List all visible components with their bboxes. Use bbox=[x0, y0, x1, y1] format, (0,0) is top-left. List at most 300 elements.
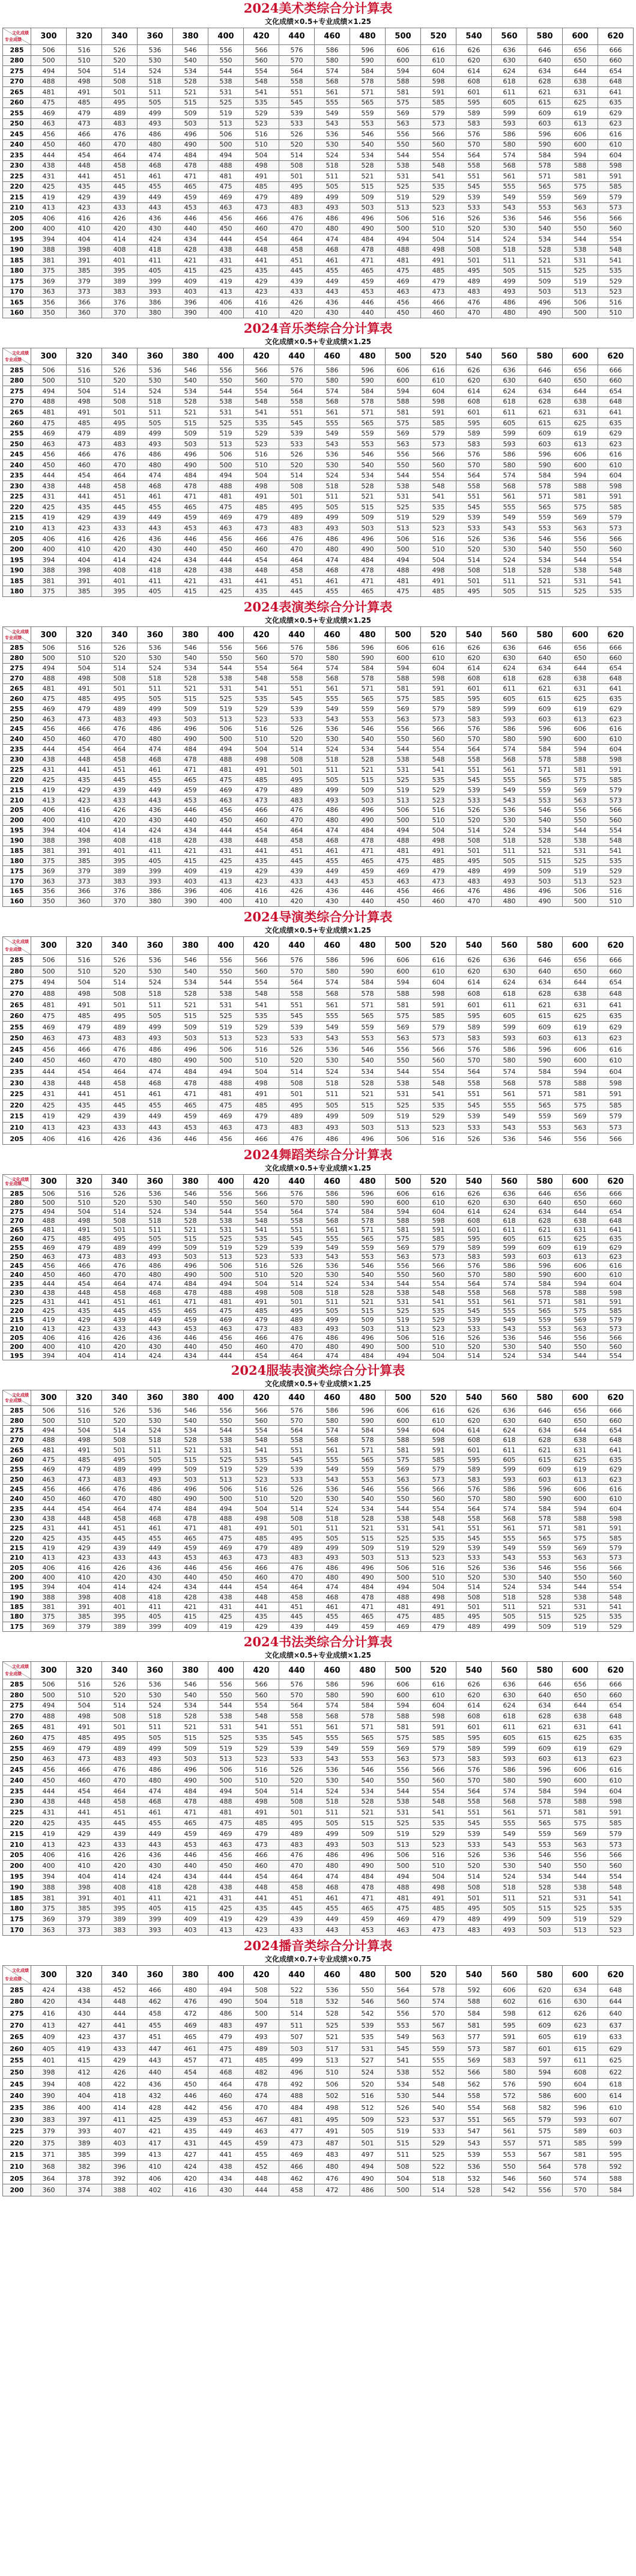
composite-score-cell: 554 bbox=[421, 1279, 456, 1288]
composite-score-cell: 473 bbox=[67, 1033, 102, 1044]
composite-score-cell: 508 bbox=[456, 1882, 492, 1893]
professional-score-label: 285 bbox=[3, 45, 31, 56]
composite-score-cell: 586 bbox=[315, 1189, 350, 1198]
composite-score-cell: 555 bbox=[492, 181, 527, 192]
composite-score-cell: 547 bbox=[456, 2126, 492, 2138]
composite-score-cell: 400 bbox=[208, 896, 244, 906]
culture-score-header: 540 bbox=[456, 627, 492, 643]
composite-score-cell: 610 bbox=[598, 1494, 634, 1504]
table-row bbox=[3, 2019, 634, 2031]
composite-score-cell: 389 bbox=[67, 2137, 102, 2149]
composite-score-cell: 370 bbox=[102, 896, 138, 906]
composite-score-cell: 428 bbox=[173, 1882, 208, 1893]
composite-score-cell: 483 bbox=[315, 2149, 350, 2161]
composite-score-cell: 463 bbox=[31, 1033, 67, 1044]
composite-score-cell: 511 bbox=[315, 1297, 350, 1306]
table-row bbox=[3, 988, 634, 999]
section-title: 2024美术类综合分计算表 bbox=[243, 1, 393, 16]
composite-score-cell: 563 bbox=[421, 2031, 456, 2043]
composite-score-cell: 516 bbox=[598, 886, 634, 897]
composite-score-cell: 470 bbox=[456, 896, 492, 906]
table-row bbox=[3, 308, 634, 318]
composite-score-cell: 528 bbox=[173, 76, 208, 87]
composite-score-cell: 559 bbox=[350, 1465, 386, 1474]
composite-score-cell: 529 bbox=[598, 1914, 634, 1925]
composite-score-cell: 476 bbox=[456, 297, 492, 308]
composite-score-cell: 506 bbox=[386, 213, 421, 224]
composite-score-cell: 451 bbox=[102, 1297, 138, 1306]
composite-score-cell: 456 bbox=[386, 886, 421, 897]
composite-score-cell: 531 bbox=[386, 1297, 421, 1306]
composite-score-cell: 536 bbox=[315, 1984, 350, 1996]
composite-score-cell: 452 bbox=[102, 1984, 138, 1996]
composite-score-cell: 413 bbox=[31, 1122, 67, 1133]
composite-score-cell: 660 bbox=[598, 966, 634, 977]
composite-score-cell: 505 bbox=[138, 694, 173, 704]
table-row bbox=[3, 1583, 634, 1592]
composite-score-cell: 595 bbox=[456, 1234, 492, 1243]
composite-score-cell: 616 bbox=[598, 1044, 634, 1055]
composite-score-cell: 513 bbox=[315, 2055, 350, 2067]
composite-score-cell: 498 bbox=[67, 988, 102, 999]
composite-score-cell: 536 bbox=[315, 724, 350, 735]
composite-score-cell: 546 bbox=[350, 1484, 386, 1494]
composite-score-cell: 565 bbox=[527, 181, 563, 192]
composite-score-cell: 588 bbox=[598, 2172, 634, 2184]
composite-score-cell: 518 bbox=[138, 988, 173, 999]
composite-score-cell: 528 bbox=[350, 160, 386, 171]
composite-score-cell: 535 bbox=[598, 1903, 634, 1914]
composite-score-cell: 415 bbox=[173, 1903, 208, 1914]
composite-score-cell: 489 bbox=[456, 1622, 492, 1631]
composite-score-cell: 549 bbox=[492, 1315, 527, 1324]
composite-score-cell: 581 bbox=[563, 1807, 598, 1818]
table-row bbox=[3, 386, 634, 397]
composite-score-cell: 514 bbox=[456, 1583, 492, 1592]
composite-score-cell: 524 bbox=[138, 663, 173, 673]
composite-score-cell: 601 bbox=[456, 1445, 492, 1455]
composite-score-cell: 509 bbox=[350, 192, 386, 203]
composite-score-cell: 509 bbox=[527, 866, 563, 876]
composite-score-cell: 562 bbox=[456, 2078, 492, 2090]
professional-score-label: 245 bbox=[3, 1261, 31, 1270]
composite-score-cell: 473 bbox=[244, 1839, 279, 1850]
composite-score-cell: 589 bbox=[456, 1243, 492, 1252]
composite-score-cell: 534 bbox=[173, 1700, 208, 1711]
composite-score-cell: 513 bbox=[208, 438, 244, 449]
composite-score-cell: 559 bbox=[350, 108, 386, 119]
composite-score-cell: 569 bbox=[386, 428, 421, 439]
table-row bbox=[3, 805, 634, 816]
composite-score-cell: 397 bbox=[67, 2114, 102, 2126]
composite-score-cell: 516 bbox=[67, 1406, 102, 1416]
composite-score-cell: 558 bbox=[456, 754, 492, 765]
composite-score-cell: 524 bbox=[315, 1279, 350, 1288]
composite-score-cell: 561 bbox=[315, 407, 350, 418]
composite-score-cell: 611 bbox=[492, 1445, 527, 1455]
composite-score-cell: 614 bbox=[456, 1425, 492, 1435]
composite-score-cell: 433 bbox=[102, 523, 138, 534]
composite-score-cell: 456 bbox=[31, 1044, 67, 1055]
composite-score-cell: 495 bbox=[456, 1612, 492, 1622]
composite-score-cell: 629 bbox=[598, 108, 634, 119]
composite-score-cell: 405 bbox=[31, 2043, 67, 2055]
composite-score-cell: 588 bbox=[563, 160, 598, 171]
composite-score-cell: 445 bbox=[102, 1533, 138, 1543]
table-row bbox=[3, 470, 634, 481]
composite-score-cell: 588 bbox=[386, 673, 421, 683]
composite-score-cell: 633 bbox=[598, 2031, 634, 2043]
composite-score-cell: 463 bbox=[208, 202, 244, 213]
table-row bbox=[3, 1903, 634, 1914]
composite-score-cell: 389 bbox=[102, 866, 138, 876]
composite-score-cell: 394 bbox=[31, 825, 67, 835]
composite-score-cell: 578 bbox=[527, 1796, 563, 1807]
composite-score-cell: 483 bbox=[456, 1924, 492, 1935]
composite-score-cell: 555 bbox=[492, 1306, 527, 1315]
composite-score-cell: 538 bbox=[563, 1882, 598, 1893]
table-row bbox=[3, 118, 634, 129]
composite-score-cell: 389 bbox=[102, 1914, 138, 1925]
composite-score-cell: 574 bbox=[492, 1279, 527, 1288]
composite-score-cell: 441 bbox=[244, 255, 279, 266]
table-row bbox=[3, 1700, 634, 1711]
composite-score-cell: 579 bbox=[598, 1111, 634, 1123]
composite-score-cell: 560 bbox=[421, 1494, 456, 1504]
composite-score-cell: 431 bbox=[31, 765, 67, 775]
culture-score-header: 500 bbox=[386, 348, 421, 365]
composite-score-cell: 383 bbox=[102, 876, 138, 886]
composite-score-cell: 466 bbox=[138, 1984, 173, 1996]
table-row bbox=[3, 966, 634, 977]
composite-score-cell: 569 bbox=[386, 1465, 421, 1474]
culture-score-header: 300 bbox=[31, 348, 67, 365]
composite-score-cell: 416 bbox=[67, 213, 102, 224]
composite-score-cell: 538 bbox=[386, 481, 421, 492]
composite-score-cell: 516 bbox=[244, 1484, 279, 1494]
composite-score-cell: 564 bbox=[456, 470, 492, 481]
composite-score-cell: 546 bbox=[173, 365, 208, 376]
composite-score-cell: 608 bbox=[456, 76, 492, 87]
composite-score-cell: 550 bbox=[386, 139, 421, 150]
composite-score-cell: 508 bbox=[102, 673, 138, 683]
composite-score-cell: 420 bbox=[102, 544, 138, 555]
composite-score-cell: 614 bbox=[456, 977, 492, 989]
composite-score-cell: 573 bbox=[421, 1474, 456, 1484]
composite-score-cell: 373 bbox=[67, 876, 102, 886]
composite-score-cell: 484 bbox=[350, 234, 386, 245]
composite-score-cell: 448 bbox=[244, 835, 279, 846]
composite-score-cell: 463 bbox=[386, 876, 421, 886]
composite-score-cell: 588 bbox=[386, 1216, 421, 1225]
composite-score-cell: 544 bbox=[386, 470, 421, 481]
composite-score-cell: 586 bbox=[315, 45, 350, 56]
composite-score-cell: 558 bbox=[279, 1711, 315, 1722]
header-row bbox=[3, 627, 634, 643]
composite-score-cell: 426 bbox=[102, 1133, 138, 1145]
composite-score-cell: 471 bbox=[350, 575, 386, 586]
composite-score-cell: 641 bbox=[598, 999, 634, 1011]
composite-score-cell: 398 bbox=[31, 2067, 67, 2079]
composite-score-cell: 419 bbox=[67, 2043, 102, 2055]
composite-score-cell: 409 bbox=[173, 1914, 208, 1925]
composite-score-cell: 483 bbox=[279, 1839, 315, 1850]
composite-score-cell: 625 bbox=[563, 417, 598, 428]
composite-score-cell: 561 bbox=[492, 1297, 527, 1306]
composite-score-cell: 439 bbox=[102, 192, 138, 203]
composite-score-cell: 585 bbox=[598, 1100, 634, 1111]
composite-score-cell: 656 bbox=[563, 1189, 598, 1198]
composite-score-cell: 503 bbox=[279, 2043, 315, 2055]
composite-score-cell: 603 bbox=[598, 2126, 634, 2138]
composite-score-cell: 550 bbox=[386, 1775, 421, 1786]
composite-score-cell: 601 bbox=[456, 999, 492, 1011]
composite-score-cell: 423 bbox=[67, 1553, 102, 1563]
composite-score-cell: 438 bbox=[31, 754, 67, 765]
composite-score-cell: 601 bbox=[456, 407, 492, 418]
composite-score-cell: 538 bbox=[208, 988, 244, 999]
composite-score-cell: 448 bbox=[67, 1077, 102, 1089]
culture-score-header: 380 bbox=[173, 627, 208, 643]
composite-score-cell: 545 bbox=[456, 502, 492, 513]
composite-score-cell: 529 bbox=[421, 1315, 456, 1324]
composite-score-cell: 500 bbox=[208, 459, 244, 470]
corner-cell bbox=[3, 937, 31, 955]
composite-score-cell: 480 bbox=[492, 308, 527, 318]
composite-score-cell: 363 bbox=[31, 876, 67, 886]
composite-score-cell: 526 bbox=[386, 2102, 421, 2114]
composite-score-cell: 535 bbox=[421, 1100, 456, 1111]
table-row bbox=[3, 586, 634, 597]
composite-score-cell: 500 bbox=[386, 1861, 421, 1871]
composite-score-cell: 455 bbox=[138, 502, 173, 513]
composite-score-cell: 425 bbox=[208, 586, 244, 597]
corner-label-professional: 专业成绩 bbox=[5, 947, 22, 952]
composite-score-cell: 618 bbox=[492, 988, 527, 999]
composite-score-cell: 593 bbox=[492, 438, 527, 449]
table-row bbox=[3, 502, 634, 513]
composite-score-cell: 611 bbox=[492, 1722, 527, 1733]
composite-score-cell: 631 bbox=[563, 1722, 598, 1733]
composite-score-cell: 485 bbox=[421, 586, 456, 597]
table-row bbox=[3, 297, 634, 308]
composite-score-cell: 511 bbox=[315, 171, 350, 182]
composite-score-cell: 536 bbox=[315, 1044, 350, 1055]
composite-score-cell: 500 bbox=[386, 544, 421, 555]
composite-score-cell: 539 bbox=[279, 1022, 315, 1033]
composite-score-cell: 551 bbox=[456, 1088, 492, 1100]
composite-score-cell: 475 bbox=[208, 1818, 244, 1829]
composite-score-cell: 496 bbox=[350, 213, 386, 224]
composite-score-cell: 461 bbox=[138, 1088, 173, 1100]
composite-score-cell: 488 bbox=[31, 988, 67, 999]
composite-score-cell: 530 bbox=[492, 1572, 527, 1582]
professional-score-label: 250 bbox=[3, 1033, 31, 1044]
table-row bbox=[3, 565, 634, 576]
composite-score-cell: 471 bbox=[173, 1524, 208, 1533]
composite-score-cell: 564 bbox=[279, 1425, 315, 1435]
composite-score-cell: 650 bbox=[563, 966, 598, 977]
composite-score-cell: 546 bbox=[173, 1189, 208, 1198]
composite-score-cell: 548 bbox=[421, 2078, 456, 2090]
culture-score-header: 360 bbox=[138, 1390, 173, 1406]
composite-score-cell: 571 bbox=[350, 1445, 386, 1455]
composite-score-cell: 489 bbox=[279, 1111, 315, 1123]
table-row bbox=[3, 1524, 634, 1533]
composite-score-cell: 469 bbox=[31, 108, 67, 119]
composite-score-cell: 510 bbox=[67, 653, 102, 663]
composite-score-cell: 525 bbox=[386, 1100, 421, 1111]
composite-score-cell: 511 bbox=[315, 765, 350, 775]
composite-score-cell: 406 bbox=[31, 1850, 67, 1861]
professional-score-label: 235 bbox=[3, 150, 31, 161]
composite-score-cell: 465 bbox=[173, 1533, 208, 1543]
composite-score-cell: 616 bbox=[421, 955, 456, 966]
professional-score-label: 185 bbox=[3, 575, 31, 586]
composite-score-cell: 479 bbox=[244, 1543, 279, 1553]
composite-score-cell: 401 bbox=[102, 1893, 138, 1903]
composite-score-cell: 508 bbox=[456, 835, 492, 846]
composite-score-cell: 600 bbox=[563, 1055, 598, 1067]
composite-score-cell: 485 bbox=[421, 1612, 456, 1622]
composite-score-cell: 458 bbox=[279, 244, 315, 255]
composite-score-cell: 478 bbox=[173, 481, 208, 492]
composite-score-cell: 596 bbox=[350, 45, 386, 56]
composite-score-cell: 491 bbox=[315, 2126, 350, 2138]
composite-score-cell: 489 bbox=[456, 276, 492, 287]
composite-score-cell: 483 bbox=[102, 438, 138, 449]
professional-score-label: 285 bbox=[3, 365, 31, 376]
score-table bbox=[2, 626, 634, 907]
composite-score-cell: 450 bbox=[208, 1342, 244, 1351]
composite-score-cell: 479 bbox=[67, 1022, 102, 1033]
composite-score-cell: 501 bbox=[456, 846, 492, 856]
composite-score-cell: 616 bbox=[421, 1406, 456, 1416]
composite-score-cell: 566 bbox=[421, 1044, 456, 1055]
composite-score-cell: 625 bbox=[563, 1234, 598, 1243]
composite-score-cell: 455 bbox=[315, 265, 350, 276]
composite-score-cell: 580 bbox=[315, 375, 350, 386]
composite-score-cell: 529 bbox=[244, 1743, 279, 1754]
composite-score-cell: 595 bbox=[456, 97, 492, 108]
professional-score-label: 200 bbox=[3, 223, 31, 234]
composite-score-cell: 571 bbox=[350, 999, 386, 1011]
composite-score-cell: 585 bbox=[421, 1455, 456, 1464]
composite-score-cell: 521 bbox=[350, 1297, 386, 1306]
table-row bbox=[3, 734, 634, 744]
professional-score-label: 215 bbox=[3, 1828, 31, 1839]
composite-score-cell: 565 bbox=[350, 1732, 386, 1743]
professional-score-label: 260 bbox=[3, 2043, 31, 2055]
composite-score-cell: 626 bbox=[456, 1189, 492, 1198]
composite-score-cell: 416 bbox=[67, 1333, 102, 1342]
table-row bbox=[3, 744, 634, 754]
composite-score-cell: 559 bbox=[527, 192, 563, 203]
professional-score-label: 165 bbox=[3, 297, 31, 308]
table-row bbox=[3, 87, 634, 98]
composite-score-cell: 523 bbox=[244, 1754, 279, 1765]
composite-score-cell: 396 bbox=[102, 2161, 138, 2173]
composite-score-cell: 634 bbox=[527, 66, 563, 77]
table-row bbox=[3, 1445, 634, 1455]
composite-score-cell: 458 bbox=[138, 2008, 173, 2020]
composite-score-cell: 600 bbox=[563, 139, 598, 150]
composite-score-cell: 528 bbox=[173, 396, 208, 407]
composite-score-cell: 399 bbox=[138, 276, 173, 287]
composite-score-cell: 564 bbox=[456, 1504, 492, 1514]
composite-score-cell: 586 bbox=[315, 1679, 350, 1690]
culture-score-header: 480 bbox=[350, 1390, 386, 1406]
composite-score-cell: 648 bbox=[598, 1984, 634, 1996]
composite-score-cell: 546 bbox=[527, 213, 563, 224]
composite-score-cell: 623 bbox=[598, 1754, 634, 1765]
composite-score-cell: 523 bbox=[244, 1474, 279, 1484]
composite-score-cell: 470 bbox=[102, 1055, 138, 1067]
composite-score-cell: 518 bbox=[315, 1796, 350, 1807]
composite-score-cell: 479 bbox=[244, 512, 279, 523]
section-formula: 文化成绩×0.5+专业成绩×1.25 bbox=[264, 1164, 372, 1172]
composite-score-cell: 381 bbox=[31, 1893, 67, 1903]
composite-score-cell: 618 bbox=[492, 1711, 527, 1722]
composite-score-cell: 481 bbox=[386, 1602, 421, 1611]
composite-score-cell: 504 bbox=[67, 1700, 102, 1711]
composite-score-cell: 518 bbox=[138, 76, 173, 87]
composite-score-cell: 620 bbox=[527, 1984, 563, 1996]
composite-score-cell: 473 bbox=[67, 1754, 102, 1765]
composite-score-cell: 454 bbox=[244, 1871, 279, 1882]
composite-score-cell: 466 bbox=[67, 1044, 102, 1055]
composite-score-cell: 650 bbox=[563, 1690, 598, 1700]
composite-score-cell: 363 bbox=[31, 1924, 67, 1935]
professional-score-label: 210 bbox=[3, 1324, 31, 1333]
composite-score-cell: 611 bbox=[563, 2055, 598, 2067]
composite-score-cell: 519 bbox=[386, 1828, 421, 1839]
professional-score-label: 180 bbox=[3, 586, 31, 597]
composite-score-cell: 556 bbox=[527, 2184, 563, 2196]
culture-score-header: 320 bbox=[67, 28, 102, 45]
composite-score-cell: 615 bbox=[527, 417, 563, 428]
composite-score-cell: 578 bbox=[350, 396, 386, 407]
composite-score-cell: 433 bbox=[102, 795, 138, 805]
composite-score-cell: 524 bbox=[315, 150, 350, 161]
composite-score-cell: 551 bbox=[279, 1445, 315, 1455]
table-row bbox=[3, 876, 634, 886]
composite-score-cell: 491 bbox=[244, 171, 279, 182]
composite-score-cell: 579 bbox=[598, 512, 634, 523]
composite-score-cell: 616 bbox=[598, 129, 634, 140]
table-row bbox=[3, 202, 634, 213]
composite-score-cell: 544 bbox=[208, 1207, 244, 1216]
culture-score-header: 400 bbox=[208, 28, 244, 45]
composite-score-cell: 566 bbox=[244, 45, 279, 56]
composite-score-cell: 574 bbox=[492, 150, 527, 161]
composite-score-cell: 591 bbox=[492, 2031, 527, 2043]
composite-score-cell: 648 bbox=[598, 396, 634, 407]
composite-score-cell: 536 bbox=[492, 1563, 527, 1572]
composite-score-cell: 514 bbox=[456, 1351, 492, 1360]
composite-score-cell: 515 bbox=[350, 1100, 386, 1111]
composite-score-cell: 488 bbox=[208, 481, 244, 492]
composite-score-cell: 526 bbox=[279, 1261, 315, 1270]
composite-score-cell: 523 bbox=[421, 523, 456, 534]
professional-score-label: 225 bbox=[3, 765, 31, 775]
composite-score-cell: 388 bbox=[31, 244, 67, 255]
composite-score-cell: 549 bbox=[492, 512, 527, 523]
composite-score-cell: 566 bbox=[598, 1850, 634, 1861]
composite-score-cell: 514 bbox=[456, 234, 492, 245]
composite-score-cell: 418 bbox=[138, 565, 173, 576]
composite-score-cell: 500 bbox=[31, 653, 67, 663]
